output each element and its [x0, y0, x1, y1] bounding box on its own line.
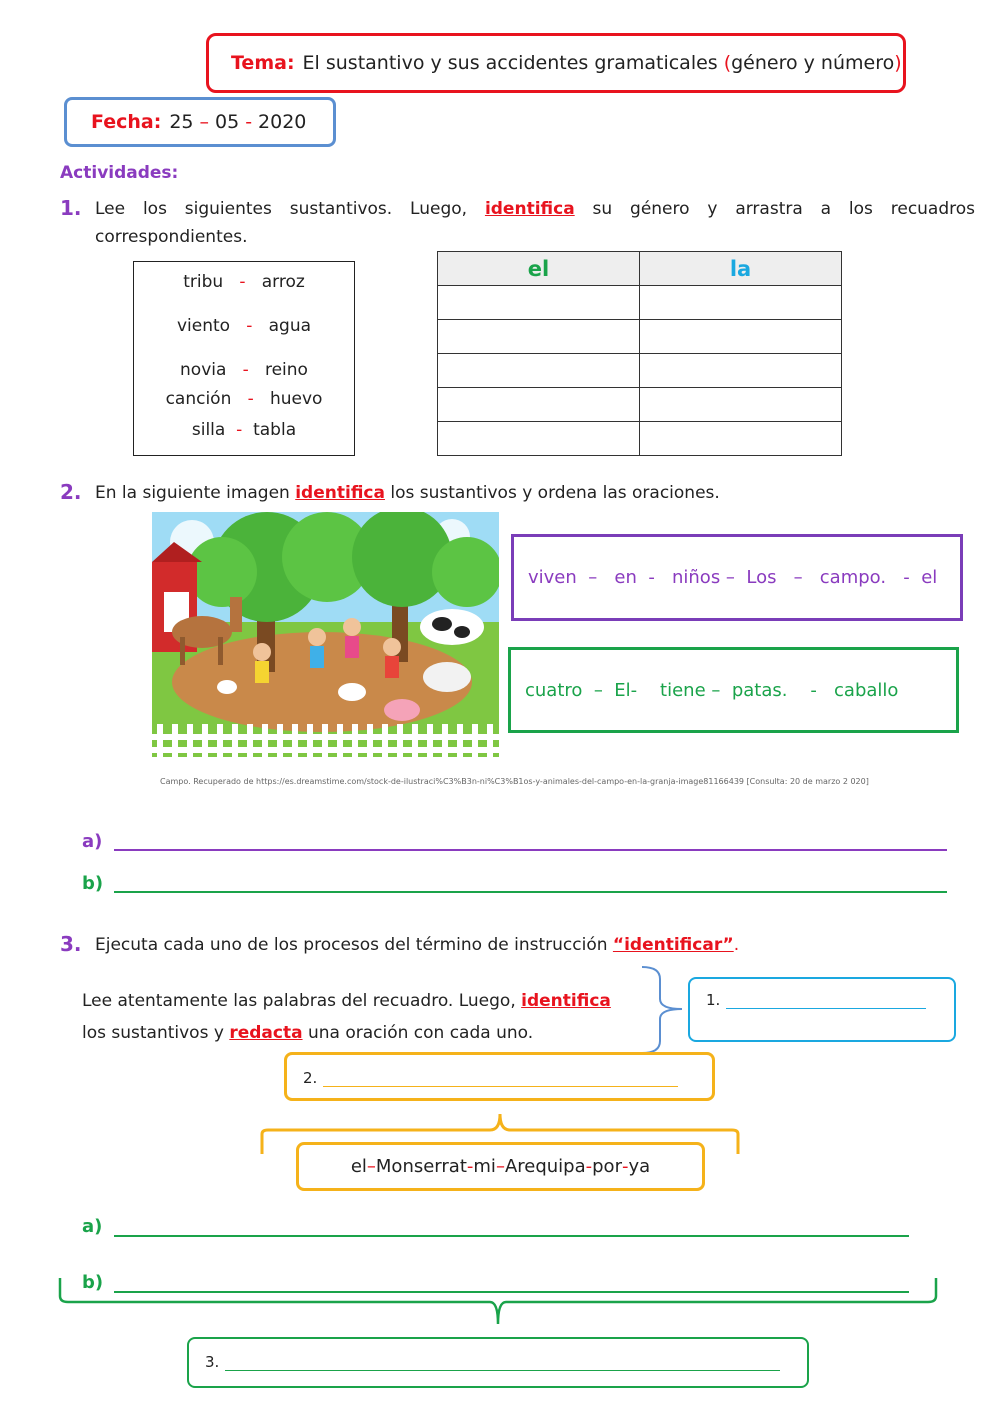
gender-table-body	[438, 286, 842, 456]
tema-paren-text: género y número	[731, 52, 895, 74]
farm-illustration	[152, 512, 499, 757]
q3-instr-keyword1: identifica	[521, 991, 611, 1011]
q3-word[interactable]: Arequipa	[504, 1156, 586, 1177]
gender-table	[437, 251, 842, 456]
q3-word[interactable]: por	[592, 1156, 622, 1177]
tema-paren-close: )	[894, 52, 902, 74]
q3-word-sep: -	[466, 1156, 474, 1177]
q3-word[interactable]: Monserrat	[375, 1156, 467, 1177]
gender-table-row	[438, 354, 842, 388]
q3-instr-line2-after: una oración con cada uno.	[307, 1023, 534, 1043]
q1-text-after: su género y arrastra a los recuadros correspondientes.	[95, 199, 976, 247]
q1-instruction	[95, 195, 975, 251]
fecha-year: 2020	[258, 111, 307, 133]
word-chip[interactable]: tribu	[183, 272, 224, 292]
word-chip[interactable]: arroz	[261, 272, 305, 292]
word-row-2	[134, 316, 354, 336]
drop-cell-el[interactable]	[438, 422, 640, 456]
q3-instr-line2-before: los sustantivos y	[82, 1023, 224, 1043]
q2-answer-b-line[interactable]	[114, 891, 947, 893]
q2-answer-b-label: b)	[82, 873, 104, 894]
q3-answer-b-line[interactable]	[114, 1291, 909, 1293]
drop-cell-la[interactable]	[640, 422, 842, 456]
fecha-box	[64, 97, 336, 147]
fecha-sep1: –	[199, 111, 209, 133]
q3-number: 3.	[60, 932, 82, 956]
q3-word-sep: -	[621, 1156, 629, 1177]
gender-table-row	[438, 286, 842, 320]
header-el: el	[438, 252, 640, 286]
note2-number: 2.	[303, 1069, 318, 1087]
q3-text-before: Ejecuta cada uno de los procesos del término de instrucción	[95, 935, 608, 955]
note-box-2[interactable]	[284, 1052, 715, 1101]
fecha-sep2: -	[245, 111, 253, 133]
q2-instruction	[95, 479, 720, 507]
farm-scene-svg	[152, 512, 499, 757]
word-chip[interactable]: viento	[176, 316, 231, 336]
q3-keyword: “identificar”	[612, 935, 734, 955]
q3-answer-a-line[interactable]	[114, 1235, 909, 1237]
note3-number: 3.	[205, 1353, 220, 1371]
brace-green-icon	[56, 1276, 942, 1328]
q3-word[interactable]: mi	[473, 1156, 496, 1177]
note-box-3[interactable]	[187, 1337, 809, 1388]
word-chip[interactable]: agua	[268, 316, 312, 336]
q2-number: 2.	[60, 480, 82, 504]
word-row-3	[134, 360, 354, 380]
word-dash: -	[242, 360, 249, 380]
brace-blue-icon	[640, 965, 690, 1055]
word-chip[interactable]: reino	[264, 360, 308, 380]
note1-line[interactable]	[726, 1008, 926, 1009]
word-chip[interactable]: silla	[191, 420, 226, 440]
gender-table-row	[438, 422, 842, 456]
tema-paren-open: (	[723, 52, 732, 74]
q2-answer-a-label: a)	[82, 831, 103, 852]
fecha-day: 25	[169, 111, 194, 133]
image-credit: Campo. Recuperado de https://es.dreamstime.com/stock-de-ilustraci%C3%B3n-ni%C3%B1os-y-animales-del-campo-en-la-granja-image81166439 [Consulta: 20 de marzo 2 020]	[160, 777, 869, 786]
q2-text-after: los sustantivos y ordena las oraciones.	[390, 483, 720, 503]
word-row-5	[134, 420, 354, 440]
q1-text-before: Lee los siguientes sustantivos. Luego,	[95, 199, 468, 219]
q3-task-line-2	[82, 1017, 652, 1049]
word-row-1	[134, 272, 354, 292]
q2-text-before: En la siguiente imagen	[95, 483, 290, 503]
q3-word-sep: –	[366, 1156, 376, 1177]
word-dash: -	[236, 420, 243, 440]
tema-box	[206, 33, 906, 93]
drop-cell-el[interactable]	[438, 286, 640, 320]
q3-word-sep: -	[585, 1156, 593, 1177]
q1-number: 1.	[60, 196, 82, 220]
q3-period: .	[733, 935, 740, 955]
q3-word-box	[296, 1142, 705, 1191]
note1-number: 1.	[706, 991, 721, 1009]
gender-table-row	[438, 388, 842, 422]
word-chip[interactable]: tabla	[253, 420, 297, 440]
q3-answer-b-label: b)	[82, 1272, 104, 1293]
drop-cell-el[interactable]	[438, 388, 640, 422]
q3-word-sep: –	[495, 1156, 505, 1177]
word-row-4	[134, 389, 354, 409]
fecha-label: Fecha:	[91, 111, 162, 133]
word-dash: -	[247, 389, 254, 409]
q3-word[interactable]: ya	[628, 1156, 651, 1177]
drop-cell-el[interactable]	[438, 354, 640, 388]
fecha-month: 05	[215, 111, 240, 133]
scrambled-sentence-a[interactable]: viven – en - niños – Los – campo. - el	[511, 534, 963, 621]
q3-instr-keyword2: redacta	[229, 1023, 303, 1043]
note-box-1[interactable]	[688, 977, 956, 1042]
drop-cell-la[interactable]	[640, 320, 842, 354]
q3-answer-a-label: a)	[82, 1216, 103, 1237]
q3-instr-line1: Lee atentamente las palabras del recuadro. Luego,	[82, 991, 516, 1011]
note3-line[interactable]	[225, 1370, 780, 1371]
tema-label: Tema:	[231, 52, 295, 74]
q2-answer-a-line[interactable]	[114, 849, 947, 851]
q1-word-box	[133, 261, 355, 456]
scrambled-sentence-b[interactable]: cuatro – El- tiene – patas. - caballo	[508, 647, 959, 733]
drop-cell-la[interactable]	[640, 286, 842, 320]
q3-task-line-1	[82, 985, 652, 1017]
q1-keyword: identifica	[484, 199, 575, 219]
word-chip[interactable]: canción	[165, 389, 232, 409]
word-dash: -	[239, 272, 246, 292]
q3-word[interactable]: el	[350, 1156, 367, 1177]
activities-heading: Actividades:	[60, 163, 179, 183]
tema-text: El sustantivo y sus accidentes gramaticales	[302, 52, 718, 74]
drop-cell-el[interactable]	[438, 320, 640, 354]
drop-cell-la[interactable]	[640, 388, 842, 422]
q3-instruction	[95, 931, 739, 959]
word-chip[interactable]: huevo	[269, 389, 323, 409]
header-la: la	[640, 252, 842, 286]
gender-table-row	[438, 320, 842, 354]
q3-task-text	[82, 985, 652, 1049]
drop-cell-la[interactable]	[640, 354, 842, 388]
q2-keyword: identifica	[295, 483, 385, 503]
note2-line[interactable]	[323, 1086, 678, 1087]
word-dash: -	[246, 316, 253, 336]
word-chip[interactable]: novia	[180, 360, 227, 380]
